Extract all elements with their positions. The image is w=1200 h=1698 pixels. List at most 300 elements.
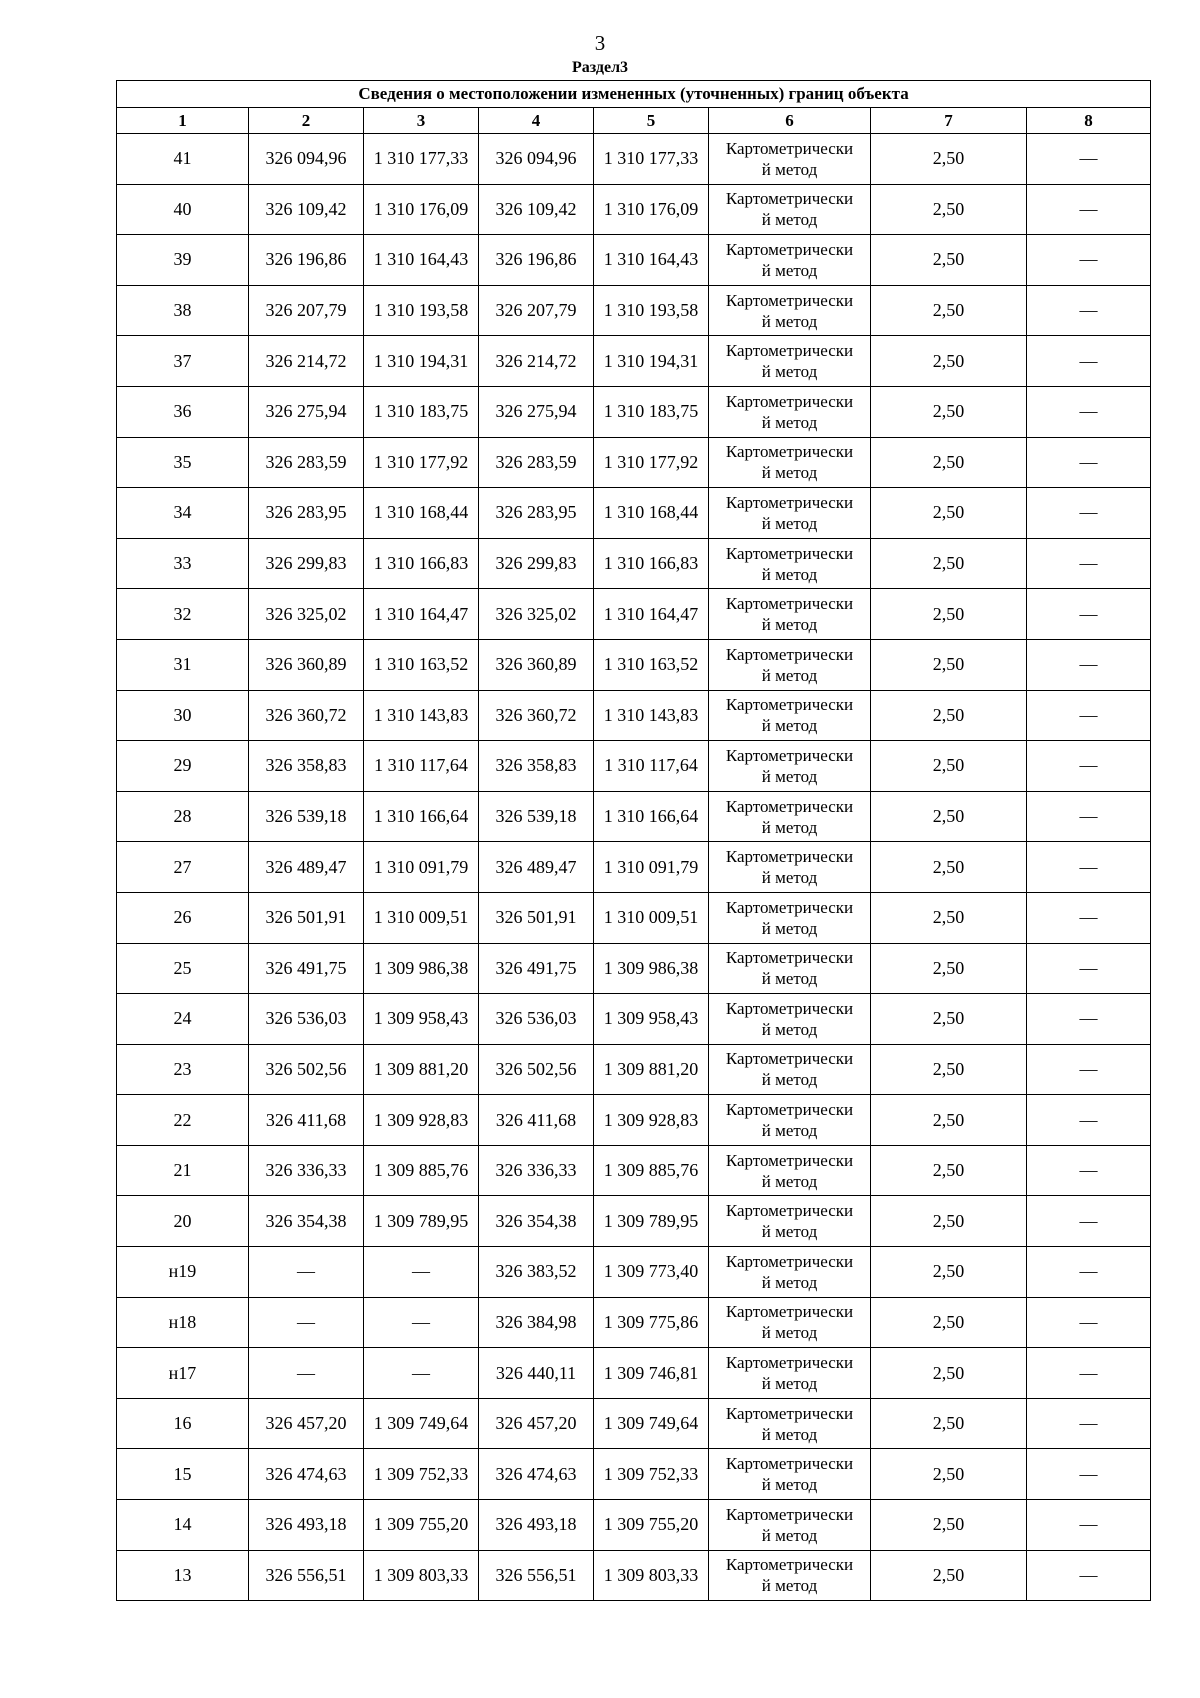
method-cell: [709, 488, 871, 539]
y-coordinate-new-cell: 1 310 143,83: [594, 690, 709, 741]
table-row: [117, 943, 1151, 994]
method-line-1: Картометрически: [725, 391, 854, 411]
method-line-1: Картометрически: [725, 1201, 854, 1221]
method-cell: [709, 386, 871, 437]
x-coordinate-new-cell: 326 384,98: [479, 1297, 594, 1348]
y-coordinate-existing-cell: —: [364, 1348, 479, 1399]
x-coordinate-existing-cell: 326 109,42: [249, 184, 364, 235]
column-8-cell: —: [1027, 1348, 1151, 1399]
point-number-cell: 31: [117, 639, 249, 690]
column-8-cell: —: [1027, 943, 1151, 994]
column-8-cell: —: [1027, 488, 1151, 539]
y-coordinate-new-cell: 1 310 176,09: [594, 184, 709, 235]
y-coordinate-new-cell: 1 310 117,64: [594, 741, 709, 792]
column-8-cell: —: [1027, 538, 1151, 589]
x-coordinate-existing-cell: 326 275,94: [249, 386, 364, 437]
method-line-2: й метод: [761, 463, 818, 483]
y-coordinate-existing-cell: 1 310 164,43: [364, 235, 479, 286]
method-cell: [709, 1247, 871, 1298]
accuracy-cell: 2,50: [871, 892, 1027, 943]
column-8-cell: —: [1027, 1145, 1151, 1196]
x-coordinate-existing-cell: 326 214,72: [249, 336, 364, 387]
accuracy-cell: 2,50: [871, 1398, 1027, 1449]
method-line-2: й метод: [761, 1475, 818, 1495]
column-8-cell: —: [1027, 1044, 1151, 1095]
method-cell: [709, 589, 871, 640]
y-coordinate-new-cell: 1 310 009,51: [594, 892, 709, 943]
method-cell: [709, 1348, 871, 1399]
point-number-cell: 32: [117, 589, 249, 640]
accuracy-cell: 2,50: [871, 1297, 1027, 1348]
method-line-1: Картометрически: [725, 594, 854, 614]
accuracy-cell: 2,50: [871, 1500, 1027, 1551]
point-number-cell: 14: [117, 1500, 249, 1551]
column-8-cell: —: [1027, 1398, 1151, 1449]
x-coordinate-new-cell: 326 354,38: [479, 1196, 594, 1247]
column-8-cell: —: [1027, 1247, 1151, 1298]
y-coordinate-existing-cell: 1 309 789,95: [364, 1196, 479, 1247]
x-coordinate-existing-cell: 326 491,75: [249, 943, 364, 994]
table-row: [117, 235, 1151, 286]
method-line-2: й метод: [761, 615, 818, 635]
column-8-cell: —: [1027, 437, 1151, 488]
accuracy-cell: 2,50: [871, 1145, 1027, 1196]
method-line-2: й метод: [761, 868, 818, 888]
y-coordinate-new-cell: 1 309 789,95: [594, 1196, 709, 1247]
y-coordinate-new-cell: 1 309 986,38: [594, 943, 709, 994]
x-coordinate-existing-cell: 326 411,68: [249, 1095, 364, 1146]
accuracy-cell: 2,50: [871, 285, 1027, 336]
method-cell: [709, 842, 871, 893]
y-coordinate-existing-cell: 1 309 958,43: [364, 994, 479, 1045]
point-number-cell: н19: [117, 1247, 249, 1298]
y-coordinate-existing-cell: 1 309 752,33: [364, 1449, 479, 1500]
y-coordinate-new-cell: 1 310 177,33: [594, 134, 709, 185]
x-coordinate-existing-cell: 326 354,38: [249, 1196, 364, 1247]
y-coordinate-new-cell: 1 310 193,58: [594, 285, 709, 336]
column-number: 3: [364, 108, 479, 134]
accuracy-cell: 2,50: [871, 690, 1027, 741]
point-number-cell: 36: [117, 386, 249, 437]
x-coordinate-new-cell: 326 275,94: [479, 386, 594, 437]
column-8-cell: —: [1027, 791, 1151, 842]
accuracy-cell: 2,50: [871, 1196, 1027, 1247]
method-cell: [709, 437, 871, 488]
accuracy-cell: 2,50: [871, 741, 1027, 792]
x-coordinate-new-cell: 326 336,33: [479, 1145, 594, 1196]
method-line-1: Картометрически: [725, 138, 854, 158]
column-8-cell: —: [1027, 589, 1151, 640]
column-8-cell: —: [1027, 184, 1151, 235]
x-coordinate-new-cell: 326 109,42: [479, 184, 594, 235]
x-coordinate-new-cell: 326 283,59: [479, 437, 594, 488]
column-number: 8: [1027, 108, 1151, 134]
accuracy-cell: 2,50: [871, 1550, 1027, 1601]
accuracy-cell: 2,50: [871, 791, 1027, 842]
table-row: [117, 1500, 1151, 1551]
x-coordinate-existing-cell: 326 501,91: [249, 892, 364, 943]
x-coordinate-new-cell: 326 491,75: [479, 943, 594, 994]
accuracy-cell: 2,50: [871, 1348, 1027, 1399]
column-number: 5: [594, 108, 709, 134]
method-cell: [709, 184, 871, 235]
y-coordinate-new-cell: 1 309 755,20: [594, 1500, 709, 1551]
point-number-cell: 25: [117, 943, 249, 994]
table-row: [117, 639, 1151, 690]
point-number-cell: 27: [117, 842, 249, 893]
method-line-2: й метод: [761, 1272, 818, 1292]
y-coordinate-new-cell: 1 309 749,64: [594, 1398, 709, 1449]
method-line-1: Картометрически: [725, 543, 854, 563]
table-row: [117, 1145, 1151, 1196]
accuracy-cell: 2,50: [871, 842, 1027, 893]
method-line-1: Картометрически: [725, 948, 854, 968]
y-coordinate-new-cell: 1 310 194,31: [594, 336, 709, 387]
y-coordinate-existing-cell: 1 310 193,58: [364, 285, 479, 336]
column-8-cell: —: [1027, 1500, 1151, 1551]
column-8-cell: —: [1027, 336, 1151, 387]
y-coordinate-existing-cell: —: [364, 1247, 479, 1298]
y-coordinate-new-cell: 1 309 775,86: [594, 1297, 709, 1348]
method-line-1: Картометрически: [725, 1504, 854, 1524]
y-coordinate-existing-cell: —: [364, 1297, 479, 1348]
method-line-1: Картометрически: [725, 189, 854, 209]
x-coordinate-new-cell: 326 493,18: [479, 1500, 594, 1551]
column-8-cell: —: [1027, 639, 1151, 690]
point-number-cell: 23: [117, 1044, 249, 1095]
x-coordinate-existing-cell: 326 196,86: [249, 235, 364, 286]
column-number: 4: [479, 108, 594, 134]
method-cell: [709, 994, 871, 1045]
method-line-1: Картометрически: [725, 695, 854, 715]
x-coordinate-new-cell: 326 489,47: [479, 842, 594, 893]
y-coordinate-existing-cell: 1 310 164,47: [364, 589, 479, 640]
accuracy-cell: 2,50: [871, 235, 1027, 286]
method-line-2: й метод: [761, 1121, 818, 1141]
y-coordinate-existing-cell: 1 310 177,92: [364, 437, 479, 488]
method-line-1: Картометрически: [725, 1100, 854, 1120]
x-coordinate-existing-cell: 326 358,83: [249, 741, 364, 792]
method-line-1: Картометрически: [725, 290, 854, 310]
table-row: [117, 1449, 1151, 1500]
x-coordinate-existing-cell: 326 336,33: [249, 1145, 364, 1196]
y-coordinate-new-cell: 1 309 885,76: [594, 1145, 709, 1196]
accuracy-cell: 2,50: [871, 1247, 1027, 1298]
table-row: [117, 285, 1151, 336]
point-number-cell: 33: [117, 538, 249, 589]
method-line-2: й метод: [761, 918, 818, 938]
method-cell: [709, 1095, 871, 1146]
y-coordinate-new-cell: 1 310 166,64: [594, 791, 709, 842]
method-cell: [709, 1297, 871, 1348]
column-8-cell: —: [1027, 285, 1151, 336]
y-coordinate-existing-cell: 1 309 749,64: [364, 1398, 479, 1449]
method-line-1: Картометрически: [725, 1251, 854, 1271]
accuracy-cell: 2,50: [871, 538, 1027, 589]
table-row: [117, 1044, 1151, 1095]
method-line-1: Картометрически: [725, 341, 854, 361]
y-coordinate-existing-cell: 1 310 166,83: [364, 538, 479, 589]
x-coordinate-new-cell: 326 502,56: [479, 1044, 594, 1095]
y-coordinate-existing-cell: 1 310 177,33: [364, 134, 479, 185]
y-coordinate-existing-cell: 1 309 803,33: [364, 1550, 479, 1601]
method-line-1: Картометрически: [725, 1302, 854, 1322]
accuracy-cell: 2,50: [871, 336, 1027, 387]
method-line-2: й метод: [761, 159, 818, 179]
y-coordinate-new-cell: 1 309 958,43: [594, 994, 709, 1045]
accuracy-cell: 2,50: [871, 1095, 1027, 1146]
point-number-cell: 35: [117, 437, 249, 488]
x-coordinate-new-cell: 326 556,51: [479, 1550, 594, 1601]
x-coordinate-new-cell: 326 196,86: [479, 235, 594, 286]
accuracy-cell: 2,50: [871, 488, 1027, 539]
point-number-cell: 26: [117, 892, 249, 943]
page-number: 3: [594, 31, 606, 55]
method-cell: [709, 336, 871, 387]
column-8-cell: —: [1027, 994, 1151, 1045]
x-coordinate-existing-cell: 326 299,83: [249, 538, 364, 589]
x-coordinate-existing-cell: 326 283,95: [249, 488, 364, 539]
table-row: [117, 1398, 1151, 1449]
point-number-cell: 30: [117, 690, 249, 741]
method-line-2: й метод: [761, 1070, 818, 1090]
accuracy-cell: 2,50: [871, 1044, 1027, 1095]
column-8-cell: —: [1027, 134, 1151, 185]
point-number-cell: н17: [117, 1348, 249, 1399]
x-coordinate-new-cell: 326 214,72: [479, 336, 594, 387]
table-row: [117, 1348, 1151, 1399]
method-line-1: Картометрически: [725, 1049, 854, 1069]
method-line-2: й метод: [761, 1374, 818, 1394]
column-8-cell: —: [1027, 386, 1151, 437]
y-coordinate-existing-cell: 1 309 881,20: [364, 1044, 479, 1095]
column-8-cell: —: [1027, 1095, 1151, 1146]
method-line-2: й метод: [761, 260, 818, 280]
table-row: [117, 437, 1151, 488]
method-line-2: й метод: [761, 1323, 818, 1343]
x-coordinate-new-cell: 326 440,11: [479, 1348, 594, 1399]
x-coordinate-existing-cell: 326 493,18: [249, 1500, 364, 1551]
point-number-cell: 38: [117, 285, 249, 336]
method-line-2: й метод: [761, 362, 818, 382]
y-coordinate-new-cell: 1 310 164,47: [594, 589, 709, 640]
method-line-2: й метод: [761, 412, 818, 432]
accuracy-cell: 2,50: [871, 184, 1027, 235]
x-coordinate-new-cell: 326 539,18: [479, 791, 594, 842]
y-coordinate-existing-cell: 1 310 183,75: [364, 386, 479, 437]
method-line-2: й метод: [761, 1424, 818, 1444]
y-coordinate-existing-cell: 1 310 168,44: [364, 488, 479, 539]
column-8-cell: —: [1027, 842, 1151, 893]
method-line-1: Картометрически: [725, 1353, 854, 1373]
column-8-cell: —: [1027, 1196, 1151, 1247]
y-coordinate-new-cell: 1 309 881,20: [594, 1044, 709, 1095]
table-row: [117, 336, 1151, 387]
y-coordinate-existing-cell: 1 310 194,31: [364, 336, 479, 387]
x-coordinate-existing-cell: 326 536,03: [249, 994, 364, 1045]
point-number-cell: 39: [117, 235, 249, 286]
x-coordinate-new-cell: 326 283,95: [479, 488, 594, 539]
section-title: Раздел3: [571, 59, 629, 76]
accuracy-cell: 2,50: [871, 386, 1027, 437]
x-coordinate-new-cell: 326 457,20: [479, 1398, 594, 1449]
column-number: 2: [249, 108, 364, 134]
y-coordinate-new-cell: 1 310 164,43: [594, 235, 709, 286]
column-8-cell: —: [1027, 690, 1151, 741]
x-coordinate-new-cell: 326 325,02: [479, 589, 594, 640]
method-cell: [709, 285, 871, 336]
point-number-cell: 41: [117, 134, 249, 185]
method-line-2: й метод: [761, 766, 818, 786]
table-row: [117, 1550, 1151, 1601]
column-8-cell: —: [1027, 1449, 1151, 1500]
x-coordinate-existing-cell: 326 325,02: [249, 589, 364, 640]
method-cell: [709, 741, 871, 792]
point-number-cell: н18: [117, 1297, 249, 1348]
method-cell: [709, 892, 871, 943]
method-cell: [709, 538, 871, 589]
y-coordinate-new-cell: 1 310 163,52: [594, 639, 709, 690]
y-coordinate-existing-cell: 1 310 163,52: [364, 639, 479, 690]
method-cell: [709, 1500, 871, 1551]
method-line-1: Картометрически: [725, 1403, 854, 1423]
method-line-1: Картометрически: [725, 1454, 854, 1474]
y-coordinate-existing-cell: 1 310 091,79: [364, 842, 479, 893]
point-number-cell: 34: [117, 488, 249, 539]
table-row: [117, 1095, 1151, 1146]
point-number-cell: 20: [117, 1196, 249, 1247]
x-coordinate-existing-cell: —: [249, 1348, 364, 1399]
y-coordinate-new-cell: 1 309 803,33: [594, 1550, 709, 1601]
point-number-cell: 24: [117, 994, 249, 1045]
method-cell: [709, 1044, 871, 1095]
point-number-cell: 29: [117, 741, 249, 792]
x-coordinate-new-cell: 326 358,83: [479, 741, 594, 792]
column-8-cell: —: [1027, 741, 1151, 792]
x-coordinate-new-cell: 326 360,89: [479, 639, 594, 690]
x-coordinate-new-cell: 326 411,68: [479, 1095, 594, 1146]
column-number: 6: [709, 108, 871, 134]
x-coordinate-new-cell: 326 536,03: [479, 994, 594, 1045]
method-line-2: й метод: [761, 311, 818, 331]
y-coordinate-new-cell: 1 310 166,83: [594, 538, 709, 589]
table-row: [117, 994, 1151, 1045]
y-coordinate-existing-cell: 1 310 009,51: [364, 892, 479, 943]
accuracy-cell: 2,50: [871, 994, 1027, 1045]
method-line-1: Картометрически: [725, 442, 854, 462]
accuracy-cell: 2,50: [871, 943, 1027, 994]
method-line-1: Картометрически: [725, 847, 854, 867]
accuracy-cell: 2,50: [871, 1449, 1027, 1500]
method-cell: [709, 943, 871, 994]
x-coordinate-existing-cell: 326 360,72: [249, 690, 364, 741]
y-coordinate-new-cell: 1 309 928,83: [594, 1095, 709, 1146]
point-number-cell: 15: [117, 1449, 249, 1500]
table-row: [117, 690, 1151, 741]
table-row: [117, 488, 1151, 539]
x-coordinate-new-cell: 326 360,72: [479, 690, 594, 741]
table-title: Сведения о местоположении измененных (уточненных) границ объекта: [117, 81, 1151, 108]
y-coordinate-new-cell: 1 310 168,44: [594, 488, 709, 539]
y-coordinate-new-cell: 1 310 183,75: [594, 386, 709, 437]
x-coordinate-new-cell: 326 383,52: [479, 1247, 594, 1298]
x-coordinate-new-cell: 326 474,63: [479, 1449, 594, 1500]
method-line-1: Картометрически: [725, 745, 854, 765]
x-coordinate-new-cell: 326 299,83: [479, 538, 594, 589]
x-coordinate-existing-cell: 326 489,47: [249, 842, 364, 893]
method-line-2: й метод: [761, 564, 818, 584]
x-coordinate-existing-cell: 326 360,89: [249, 639, 364, 690]
method-cell: [709, 1449, 871, 1500]
point-number-cell: 37: [117, 336, 249, 387]
x-coordinate-existing-cell: 326 502,56: [249, 1044, 364, 1095]
x-coordinate-existing-cell: 326 207,79: [249, 285, 364, 336]
column-number: 7: [871, 108, 1027, 134]
method-line-1: Картометрически: [725, 492, 854, 512]
point-number-cell: 13: [117, 1550, 249, 1601]
method-cell: [709, 690, 871, 741]
method-line-2: й метод: [761, 665, 818, 685]
point-number-cell: 21: [117, 1145, 249, 1196]
method-cell: [709, 1550, 871, 1601]
y-coordinate-new-cell: 1 309 746,81: [594, 1348, 709, 1399]
x-coordinate-existing-cell: 326 457,20: [249, 1398, 364, 1449]
y-coordinate-existing-cell: 1 310 117,64: [364, 741, 479, 792]
column-number: 1: [117, 108, 249, 134]
x-coordinate-new-cell: 326 094,96: [479, 134, 594, 185]
y-coordinate-new-cell: 1 309 752,33: [594, 1449, 709, 1500]
method-line-2: й метод: [761, 969, 818, 989]
x-coordinate-new-cell: 326 501,91: [479, 892, 594, 943]
y-coordinate-existing-cell: 1 310 166,64: [364, 791, 479, 842]
method-line-2: й метод: [761, 1576, 818, 1596]
y-coordinate-existing-cell: 1 310 143,83: [364, 690, 479, 741]
accuracy-cell: 2,50: [871, 639, 1027, 690]
y-coordinate-existing-cell: 1 309 885,76: [364, 1145, 479, 1196]
accuracy-cell: 2,50: [871, 134, 1027, 185]
method-cell: [709, 791, 871, 842]
column-8-cell: —: [1027, 1550, 1151, 1601]
method-cell: [709, 1398, 871, 1449]
method-line-2: й метод: [761, 1525, 818, 1545]
table-row: [117, 1196, 1151, 1247]
column-8-cell: —: [1027, 235, 1151, 286]
column-8-cell: —: [1027, 892, 1151, 943]
method-line-2: й метод: [761, 1222, 818, 1242]
y-coordinate-existing-cell: 1 309 755,20: [364, 1500, 479, 1551]
point-number-cell: 28: [117, 791, 249, 842]
table-row: [117, 184, 1151, 235]
method-cell: [709, 1145, 871, 1196]
table-row: [117, 1297, 1151, 1348]
point-number-cell: 40: [117, 184, 249, 235]
y-coordinate-new-cell: 1 310 091,79: [594, 842, 709, 893]
y-coordinate-new-cell: 1 309 773,40: [594, 1247, 709, 1298]
table-row: [117, 134, 1151, 185]
table-row: [117, 791, 1151, 842]
method-line-2: й метод: [761, 210, 818, 230]
column-8-cell: —: [1027, 1297, 1151, 1348]
x-coordinate-existing-cell: —: [249, 1297, 364, 1348]
method-line-1: Картометрически: [725, 998, 854, 1018]
y-coordinate-new-cell: 1 310 177,92: [594, 437, 709, 488]
accuracy-cell: 2,50: [871, 589, 1027, 640]
point-number-cell: 16: [117, 1398, 249, 1449]
table-row: [117, 892, 1151, 943]
point-number-cell: 22: [117, 1095, 249, 1146]
x-coordinate-existing-cell: 326 094,96: [249, 134, 364, 185]
x-coordinate-existing-cell: 326 283,59: [249, 437, 364, 488]
